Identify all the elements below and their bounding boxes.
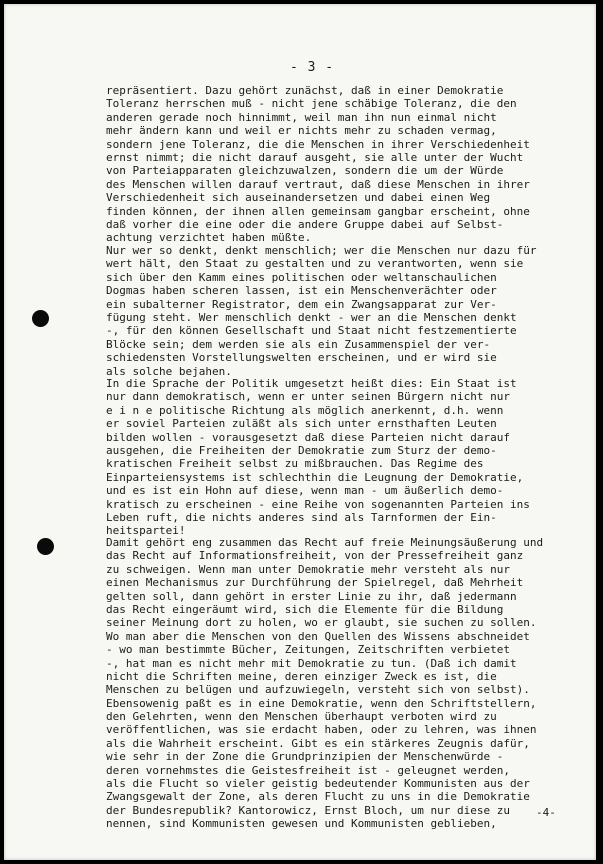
text-line: der Bundesrepublik? Kantorowicz, Ernst Bloch, um nur diese zu [106,803,510,817]
text-line: zu schweigen. Wenn man unter Demokratie mehr versteht als nur [106,562,510,576]
text-line: ausgehen, die Freiheiten der Demokratie zum Sturz der demo- [106,443,497,457]
text-line: das Recht auf Informationsfreiheit, von der Pressefreiheit ganz [106,549,524,563]
text-line: repräsentiert. Dazu gehört zunächst, daß in einer Demokratie [106,84,504,97]
text-line: Nur wer so denkt, denkt menschlich; wer die Menschen nur dazu für [106,244,537,257]
paragraph-human-thinking [106,244,536,378]
text-line: kratisch zu erscheinen - eine Reihe von sogenannten Parteien ins [106,497,530,511]
text-line: Menschen zu belügen und aufzuwiegeln, versteht sich von selbst). [106,683,530,697]
text-line: den Gelehrten, wenn den Menschen überhaupt verboten wird zu [106,710,497,724]
punch-hole-bottom [37,538,54,555]
text-line: ernst nimmt; die nicht darauf ausgeht, sie alle unter der Wucht [106,150,524,164]
text-line: -, hat man es nicht mehr mit Demokratie zu tun. (Daß ich damit [106,656,517,670]
text-line: seiner Meinung dort zu holen, wo er glaubt, sie suchen zu sollen. [106,616,537,630]
paragraph-tolerance [106,84,530,245]
text-line: achtung verzichtet haben müßte. [106,231,312,245]
text-line: kratischen Freiheit selbst zu mißbrauchen. Das Regime des [106,457,484,471]
text-line: Dogmas haben scheren lassen, ist ein Menschenverächter oder [106,284,497,298]
text-line: Einparteiensystems ist schlechthin die Leugnung der Demokratie, [106,470,524,484]
text-line: finden können, der ihnen allen gemeinsam gangbar erscheint, ohne [106,204,530,218]
typewritten-page [4,4,596,860]
paragraph-freedom-of-opinion [106,536,543,831]
text-line: von Parteiapparaten gleichzuwalzen, sondern die um der Würde [106,164,504,178]
continuation-marker: -4- [536,806,556,819]
text-line: heitspartei! [106,524,186,538]
text-line: deren vornehmstes die Geistesfreiheit ist - geleugnet werden, [106,763,510,777]
text-line: Wo man aber die Menschen von den Quellen des Wissens abschneidet [106,629,530,643]
text-line: Leben ruft, die nichts anderes sind als Tarnformen der Ein- [106,510,497,524]
text-line: das Recht eingeräumt wird, sich die Elemente für die Bildung [106,602,504,616]
text-line: fügung steht. Wer menschlich denkt - wer an die Menschen denkt [106,310,517,324]
text-line: mehr ändern kann und weil er nichts mehr zu schaden vermag, [106,124,497,138]
text-line: einen Mechanismus zur Durchführung der Spielregel, daß Mehrheit [106,576,524,590]
text-line: e i n e politische Richtung als möglich anerkennt, d.h. wenn [106,403,504,417]
text-line: -, für den können Gesellschaft und Staat nicht festzementierte [106,324,517,338]
page-number: - 3 - [290,60,335,75]
text-line: gelten soll, dann gehört in erster Linie zu ihr, daß jedermann [106,589,517,603]
text-line: Damit gehört eng zusammen das Recht auf freie Meinungsäußerung und [106,536,544,549]
text-line: als solche bejahen. [106,364,232,378]
text-line: bilden wollen - vorausgesetzt daß diese Parteien nicht darauf [106,430,510,444]
text-line: - wo man bestimmte Bücher, Zeitungen, Zeitschriften verbietet [106,643,510,657]
text-line: sich über den Kamm eines politischen oder weltanschaulichen [106,270,497,284]
text-line: er soviel Parteien zuläßt als sich unter ernsthaften Leuten [106,417,497,431]
text-line: als die Wahrheit erscheint. Gibt es ein stärkeres Zeugnis dafür, [106,736,530,750]
text-line: und es ist ein Hohn auf diese, wenn man - um äußerlich demo- [106,484,504,498]
text-line: anderen gerade noch hinnimmt, weil man ihn nun einmal nicht [106,110,497,124]
text-line: Toleranz herrschen muß - nicht jene schäbige Toleranz, die den [106,97,517,111]
text-line: nur dann demokratisch, wenn er unter seinen Bürgern nicht nur [106,390,510,404]
text-line: In die Sprache der Politik umgesetzt heißt dies: Ein Staat ist [106,377,517,390]
text-line: nennen, sind Kommunisten gewesen und Kommunisten geblieben, [106,817,497,831]
text-line: Verschiedenheit sich auseinandersetzen und dabei einen Weg [106,191,491,205]
text-line: des Menschen willen darauf vertraut, daß diese Menschen in ihrer [106,177,530,191]
text-line: ein subalterner Registrator, dem ein Zwangsapparat zur Ver- [106,297,497,311]
text-line: wie sehr in der Zone die Grundprinzipien der Menschenwürde - [106,750,504,764]
text-line: daß vorher die eine oder die andere Gruppe dabei auf Selbst- [106,217,504,231]
text-line: veröffentlichen, was sie erdacht haben, oder zu lehren, was ihnen [106,723,537,737]
paragraph-politics [106,377,530,538]
text-line: wert hält, den Staat zu gestalten und zu verantworten, wenn sie [106,257,524,271]
text-line: sondern jene Toleranz, die die Menschen in ihrer Verschiedenheit [106,137,530,151]
text-line: schiedensten Vorstellungswelten erscheinen, und er wird sie [106,351,497,365]
text-line: nicht die Schriften meine, deren einziger Zweck es ist, die [106,669,497,683]
punch-hole-top [32,310,49,327]
text-line: Blöcke sein; dem werden sie als ein Zusammenspiel der ver- [106,337,491,351]
text-line: Zwangsgewalt der Zone, als deren Flucht zu uns in die Demokratie [106,790,530,804]
text-line: als die Flucht so vieler geistig bedeutender Kommunisten aus der [106,777,530,791]
text-line: Ebensowenig paßt es in eine Demokratie, wenn den Schriftstellern, [106,696,537,710]
